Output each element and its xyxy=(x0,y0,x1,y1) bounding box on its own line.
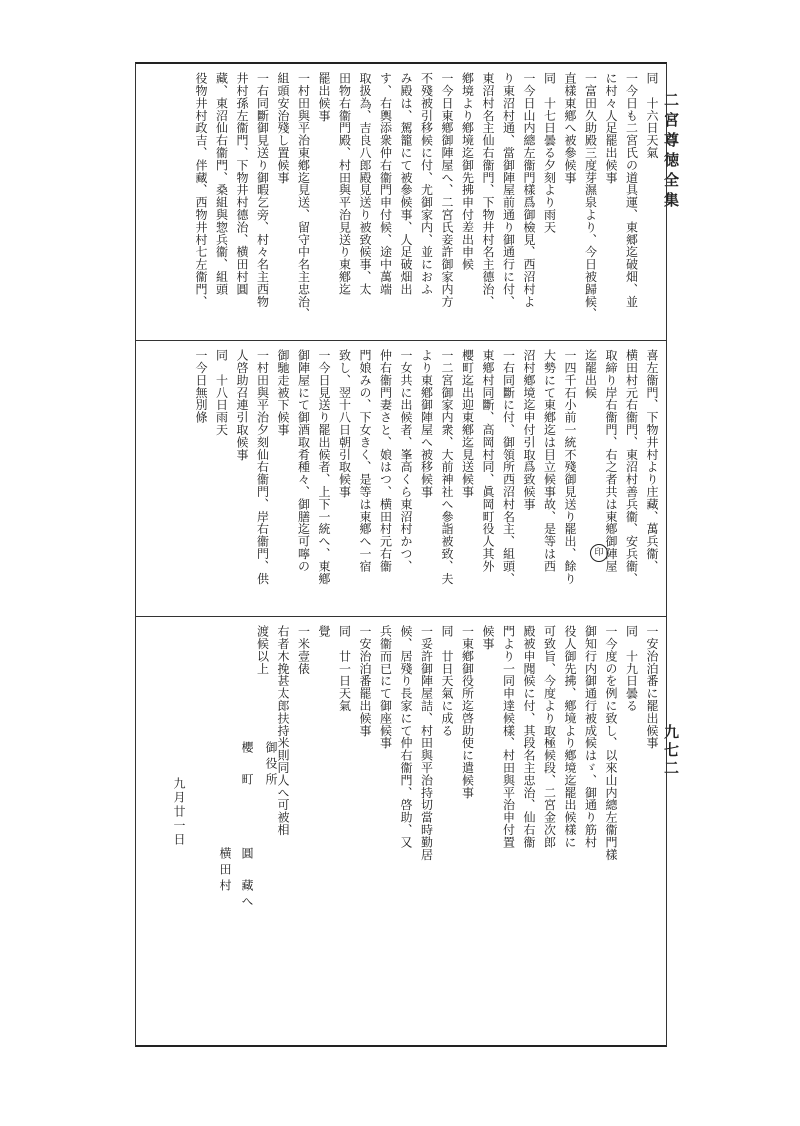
text-line: 可致旨、今度より取極候段、二宮金次郎 xyxy=(542,625,557,849)
text-line: 仲右衞門妻さと、娘はつ、横田村元右衞 xyxy=(378,349,393,573)
text-line: 組頭安治殘し置候事 xyxy=(276,72,290,184)
text-line: 候事 xyxy=(481,625,495,650)
text-line: 覺 xyxy=(317,625,331,638)
text-line: 渡候以上 xyxy=(255,625,270,675)
text-line: 門娘みの、下女きく、是等は東鄕へ一宿 xyxy=(358,349,372,573)
text-line: 一二宮御家内衆、大前神社へ參詣被致、夫 xyxy=(440,349,454,585)
text-line: 役物井村政吉、伴藏、西物井村七左衞門、 xyxy=(194,72,208,308)
text-line: 一右同斷御見送り御暇乞旁、村々名主西物 xyxy=(255,72,270,308)
text-line: 井村孫左衞門、下物井村德治、横田村圓 xyxy=(235,72,249,296)
text-line: 候、居殘り長家にて仲右衞門、啓助、又 xyxy=(399,625,413,849)
text-line: 兵衞而已にて御座候事 xyxy=(378,625,393,749)
text-line: 同 十八日雨天 xyxy=(214,349,229,436)
text-line: 一今日山内總左衞門樣爲御檢見、西沼村よ xyxy=(522,72,536,308)
text-line: 一東鄕御役所迄啓助使に遣候事 xyxy=(460,625,475,799)
text-line: 不殘被引移候に付、尤御家内、並におふ xyxy=(419,72,434,296)
text-line: 御知行内御通行被成候はゞ、御通り筋村 xyxy=(583,625,598,849)
document-closing xyxy=(150,737,320,1037)
closing-date: 九月廿一日 xyxy=(172,777,186,847)
text-line: 一今日見送り罷出候者、上下一統へ、東鄕 xyxy=(317,349,331,585)
text-line: 櫻町迄出迎東鄕迄見送候事 xyxy=(460,349,475,498)
upper-tier-text xyxy=(140,72,662,336)
text-line: 東鄕村同斷、高岡村同、眞岡町役人其外 xyxy=(481,349,495,573)
text-line: 殿被申聞候に付、其段名主忠治、仙右衞 xyxy=(522,625,536,849)
recipient-name: 圓 藏へ xyxy=(240,847,254,911)
text-line: 役人御先拂、鄕境より鄕境迄罷出候樣に xyxy=(563,625,577,849)
text-line: に村々人足罷出候事 xyxy=(604,72,618,184)
text-line: 田物右衞門殿、村田與平治見送り東鄕迄 xyxy=(337,72,352,296)
text-line: 藏、東沼仙右衞門、桑組與惣兵衞、組頭 xyxy=(214,72,229,296)
text-line: 直樣東鄕へ被參候事 xyxy=(563,72,577,184)
seal-stamp: 印 xyxy=(590,544,608,562)
text-line: 鄕境より鄕境迄御先拂申付差出申候 xyxy=(460,72,475,271)
text-line: 大勢にて東鄕迄は目立候事故、是等は西 xyxy=(542,349,557,573)
text-line: 一安治泊番罷出候事 xyxy=(358,625,372,737)
text-line: 同 廿一日天氣 xyxy=(337,625,352,712)
page-number: 九七二 xyxy=(662,724,680,778)
text-line: 取扱為、吉良八郎殿見送り被致候事、太 xyxy=(358,72,372,296)
text-line: 沼村鄕境迄申付引取爲致候事 xyxy=(522,349,536,511)
text-line: 一今日東鄕御陣屋へ、二宮氏妾許御家内方 xyxy=(440,72,454,308)
text-line: 同 十九日曇る xyxy=(624,625,639,712)
lower-tier xyxy=(136,616,666,1047)
text-line: 迄罷出候 xyxy=(583,349,598,399)
lower-tier-text xyxy=(255,625,662,1043)
text-line: 人啓助召連引取候事 xyxy=(235,349,249,461)
text-line: 一今度のを例に致し、以來山内總左衞門樣 xyxy=(604,625,618,861)
text-line: 罷出候事 xyxy=(317,72,331,122)
text-line: 横田村元右衞門、東沼村善兵衞、安兵衞、 xyxy=(624,349,639,585)
middle-tier-text xyxy=(140,349,662,612)
text-line: より東鄕御陣屋へ被移候事 xyxy=(419,349,434,498)
text-line: 右者木挽甚太郎扶持米則同人へ可被相 xyxy=(276,625,290,836)
text-line: 一村田與平治夕刻仙右衞門、岸右衞門、供 xyxy=(255,349,270,585)
text-line: 一富田久助殿三度芽濕泉より、今日被歸候、 xyxy=(583,72,598,320)
text-line: 同 十七日曇る夕刻より雨天 xyxy=(542,72,557,234)
upper-tier xyxy=(136,64,666,340)
text-line: 一安治泊番に罷出候事 xyxy=(645,625,659,749)
text-line: 同 廿日天氣に成る xyxy=(440,625,454,737)
text-line: 一今日も二宮氏の道具運、東郷迄破畑、並 xyxy=(624,72,639,308)
text-line: 東沼村名主仙右衞門、下物井村名主德治、 xyxy=(481,72,495,308)
recipient-village: 横田村 xyxy=(218,847,232,895)
text-line: 御陣屋にて御酒取肴種々、御膳迄可嚀の xyxy=(296,349,311,573)
text-line: 致し、翌十八日朝引取候事 xyxy=(337,349,352,498)
text-line: 一今日無別條 xyxy=(194,349,208,424)
running-title: 二宮尊徳全集 xyxy=(662,92,680,212)
text-line: 取締り岸右衞門、右之者共は東鄕御陣屋 xyxy=(604,349,618,573)
text-line: り東沼村通、當御陣屋前通り御通行に付、 xyxy=(501,72,516,308)
text-line: 御馳走被下候事 xyxy=(276,349,290,436)
text-line: 一米壹俵 xyxy=(296,625,311,675)
sender-place: 櫻 町 xyxy=(240,741,254,789)
text-line: 門より一同申達候樣、村田與平治申付置 xyxy=(501,625,516,849)
text-line: 一右同斷に付、御領所西沼村名主、組頭、 xyxy=(501,349,516,585)
text-line: み殿は、駕籠にて被參候事、人足破畑出 xyxy=(399,72,413,296)
text-frame xyxy=(135,62,667,1047)
middle-tier xyxy=(136,340,666,616)
text-line: 一妥許御陣屋詰、村田與平治持切當時勤居 xyxy=(419,625,434,861)
sender-office: 御役所 xyxy=(264,741,278,789)
text-line: 一四千石小前一統不殘御見送り罷出、餘り xyxy=(563,349,577,585)
text-line: す、右輿添衆仲右衞門申付候、途中萬端 xyxy=(378,72,393,296)
text-line: 喜左衞門、下物井村より庄藏、萬兵衞、 xyxy=(645,349,659,573)
text-line: 同 十六日天氣 xyxy=(645,72,659,159)
text-line: 一村田與平治東鄕迄見送、留守中名主忠治、 xyxy=(296,72,311,320)
text-line: 一女共に出候者、峯高くら東沼村かつ、 xyxy=(399,349,413,573)
